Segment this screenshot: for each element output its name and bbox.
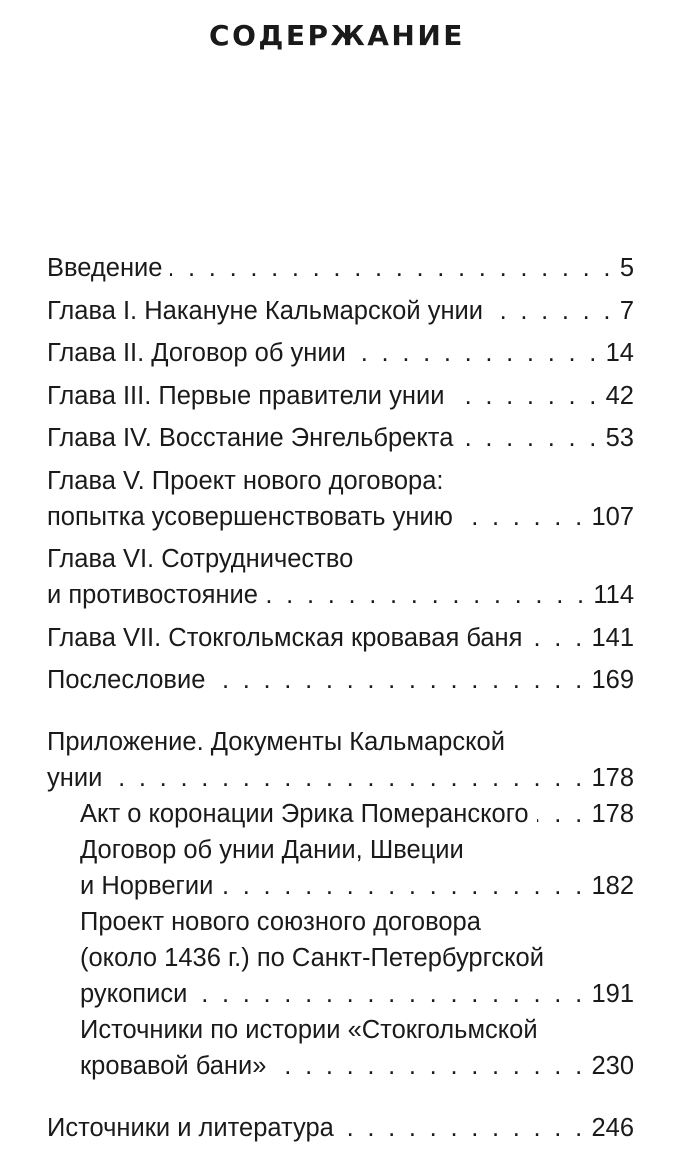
dot-leader xyxy=(213,662,585,698)
toc-page-number: 14 xyxy=(605,339,634,367)
dot-leader xyxy=(170,250,613,286)
toc-entry-afterword xyxy=(47,662,634,698)
toc-page-number: 141 xyxy=(591,623,634,652)
toc-entry-title: Глава I. Накануне Кальмарской унии xyxy=(47,296,484,325)
toc-page-number: 246 xyxy=(591,1114,634,1142)
toc-page-number: 178 xyxy=(591,800,634,828)
toc-page-number: 178 xyxy=(591,764,634,792)
toc-entry-appendix xyxy=(47,724,634,796)
toc-entry-title-line: рукописи xyxy=(80,980,188,1008)
toc-entry-intro xyxy=(47,250,634,286)
dot-leader xyxy=(530,620,585,656)
toc-entry-title: Глава III. Первые правители унии xyxy=(47,381,445,410)
toc-page-number: 114 xyxy=(593,581,634,609)
toc-entry-title: Акт о коронации Эрика Померанского xyxy=(80,800,529,828)
toc-entry-title-line: Источники по истории «Стокгольмской xyxy=(80,1016,538,1044)
toc-entry-title: Глава IV. Восстание Энгельбректа xyxy=(47,424,454,452)
toc-entry-title: Глава II. Договор об унии xyxy=(47,339,346,367)
toc-page-number: 191 xyxy=(591,980,634,1008)
toc-page-number: 42 xyxy=(605,381,634,410)
dot-leader xyxy=(266,577,587,613)
toc-subentry-appendix-1 xyxy=(80,796,634,832)
toc-entry-title-line: Глава VI. Сотрудничество xyxy=(47,545,354,573)
toc-entry-title-line: (около 1436 г.) по Санкт-Петербургской xyxy=(80,944,544,972)
toc-entry-chapter-6 xyxy=(47,541,634,613)
toc-subentry-appendix-2 xyxy=(80,832,634,904)
toc-page-number: 182 xyxy=(591,872,634,900)
toc-page-number: 5 xyxy=(619,254,634,282)
toc-subentry-appendix-4 xyxy=(80,1012,634,1084)
dot-leader xyxy=(537,796,586,832)
page-title: СОДЕРЖАНИЕ xyxy=(209,19,465,52)
dot-leader xyxy=(221,868,585,904)
toc-entry-title-line: унии xyxy=(47,764,103,792)
toc-entry-chapter-2 xyxy=(47,335,634,371)
toc-entry-title-line: Глава V. Проект нового договора: xyxy=(47,466,444,495)
dot-leader xyxy=(461,420,599,456)
toc-entry-chapter-5 xyxy=(47,463,634,535)
toc-entry-title-line: Приложение. Документы Кальмарской xyxy=(47,728,505,756)
dot-leader xyxy=(354,335,600,371)
toc-page-number: 53 xyxy=(605,424,634,452)
dot-leader xyxy=(461,499,586,535)
toc-entry-title-line: попытка усовершенствовать унию xyxy=(47,502,453,531)
toc-page-number: 7 xyxy=(619,296,634,325)
dot-leader xyxy=(110,760,585,796)
toc-page-number: 230 xyxy=(591,1052,634,1080)
toc-entry-chapter-3 xyxy=(47,378,634,414)
table-of-contents xyxy=(47,250,634,1153)
toc-entry-title-line: Договор об унии Дании, Швеции xyxy=(80,836,464,864)
toc-entry-title: Введение xyxy=(47,254,163,282)
toc-entry-chapter-4 xyxy=(47,420,634,456)
toc-entry-chapter-7 xyxy=(47,620,634,656)
dot-leader xyxy=(491,293,614,329)
toc-entry-title: Глава VII. Стокгольмская кровавая баня xyxy=(47,623,523,652)
dot-leader xyxy=(342,1110,586,1146)
toc-subentry-appendix-3 xyxy=(80,904,634,1012)
toc-page-number: 169 xyxy=(591,666,634,694)
toc-entry-title-line: и Норвегии xyxy=(80,872,214,900)
toc-entry-title-line: кровавой бани» xyxy=(80,1052,267,1080)
toc-entry-chapter-1 xyxy=(47,293,634,329)
toc-entry-title: Источники и литература xyxy=(47,1114,334,1142)
dot-leader xyxy=(452,378,599,414)
toc-entry-title: Послесловие xyxy=(47,666,206,694)
toc-entry-title-line: Проект нового союзного договора xyxy=(80,908,481,936)
toc-entry-sources xyxy=(47,1110,634,1146)
toc-entry-title-line: и противостояние xyxy=(47,581,258,609)
dot-leader xyxy=(195,976,585,1012)
toc-page-number: 107 xyxy=(591,502,634,531)
dot-leader xyxy=(274,1048,585,1084)
